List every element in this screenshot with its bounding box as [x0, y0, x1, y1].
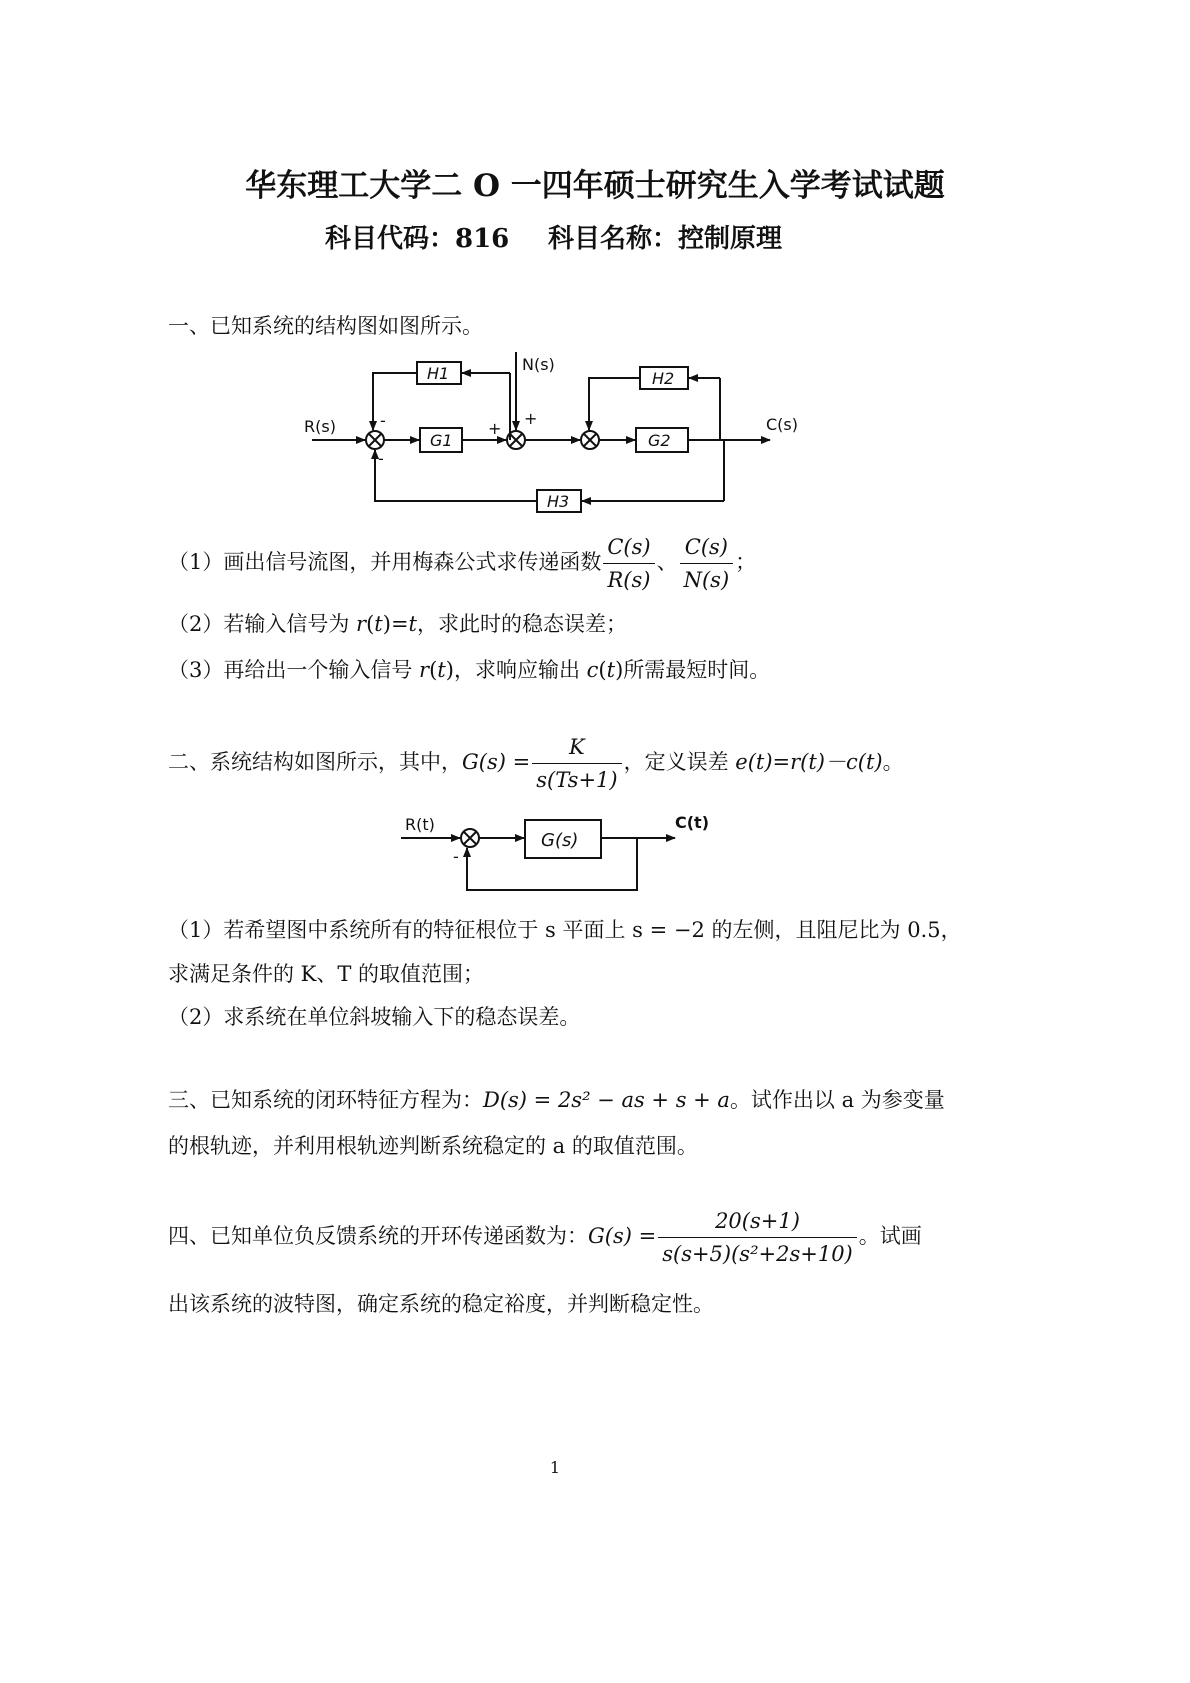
sign-plus-g1: +	[488, 419, 502, 438]
q1-stem: 一、已知系统的结构图如图所示。	[168, 314, 483, 338]
q4-line1: 四、已知单位负反馈系统的开环传递函数为：G(s) = $\frac{20(s+1)}{\text{s(s+5)(s²+2s+10)}}$ 。试画	[168, 1206, 922, 1269]
sign-minus-h3: -	[378, 449, 384, 468]
q1-sub2: （2）若输入信号为 r(t)=t，求此时的稳态误差；	[168, 612, 627, 636]
q2-stem: 二、系统结构如图所示，其中，G(s) = $\frac{K}{s(Ts+1)}$ ，定义误差 e(t)=r(t)－c(t)。	[168, 732, 904, 795]
q3-line2: 的根轨迹，并利用根轨迹判断系统稳定的 a 的取值范围。	[168, 1134, 698, 1158]
q1-sub3: （3）再给出一个输入信号 r(t)，求响应输出 c(t)所需最短时间。	[168, 658, 771, 682]
fraction-k-over-s: $\frac{K}{s(Ts+1)}$	[532, 732, 621, 795]
fraction-open-loop: $\frac{20(s+1)}{\text{s(s+5)(s²+2s+10)}}$	[658, 1206, 857, 1269]
q1-sub1: （1）画出信号流图，并用梅森公式求传递函数 $\frac{C(s)}{R(s)}$ 、 $\frac{C(s)}{N(s)}$ ；	[168, 532, 756, 595]
q2-block-diagram	[395, 808, 735, 898]
label-c-s: C(s)	[766, 415, 798, 434]
label-r-t: R(t)	[405, 815, 435, 834]
sign-plus-n: +	[524, 409, 538, 428]
label-g1: G1	[430, 431, 453, 450]
q3-line1: 三、已知系统的闭环特征方程为：D(s) = 2s² − as + s + a。试作出以 a 为参变量	[168, 1088, 945, 1112]
q1-sub1-prefix: （1）画出信号流图，并用梅森公式求传递函数	[168, 550, 602, 574]
subject-code: 科目代码：816	[325, 224, 510, 254]
sign-minus: -	[453, 847, 459, 866]
page-number: 1	[549, 1458, 561, 1477]
q1-block-diagram	[300, 340, 820, 530]
label-c-t: C(t)	[675, 813, 710, 832]
sign-minus-h1: -	[380, 411, 386, 430]
label-g-s: G(s)	[541, 830, 579, 851]
q4-line2: 出该系统的波特图，确定系统的稳定裕度，并判断稳定性。	[168, 1292, 714, 1316]
label-g2: G2	[648, 431, 671, 450]
q2-sub2: （2）求系统在单位斜坡输入下的稳态误差。	[168, 1005, 581, 1029]
label-n-s: N(s)	[522, 355, 555, 374]
q3-equation: D(s) = 2s² − as + s + a	[483, 1088, 730, 1112]
q2-sub1-line2: 求满足条件的 K、T 的取值范围；	[168, 962, 485, 986]
q2-sub1-line1: （1）若希望图中系统所有的特征根位于 s 平面上 s = −2 的左侧，且阻尼比为 0.5，	[168, 918, 962, 942]
fraction-c-over-r: $\frac{C(s)}{R(s)}$	[603, 532, 654, 595]
label-h1: H1	[427, 364, 450, 383]
label-h2: H2	[652, 369, 675, 388]
exam-title: 华东理工大学二 O 一四年硕士研究生入学考试试题	[245, 168, 945, 204]
label-h3: H3	[547, 492, 570, 511]
fraction-c-over-n: $\frac{C(s)}{N(s)}$	[680, 532, 734, 595]
label-r-s: R(s)	[304, 417, 336, 436]
subject-name: 科目名称：控制原理	[548, 224, 783, 254]
